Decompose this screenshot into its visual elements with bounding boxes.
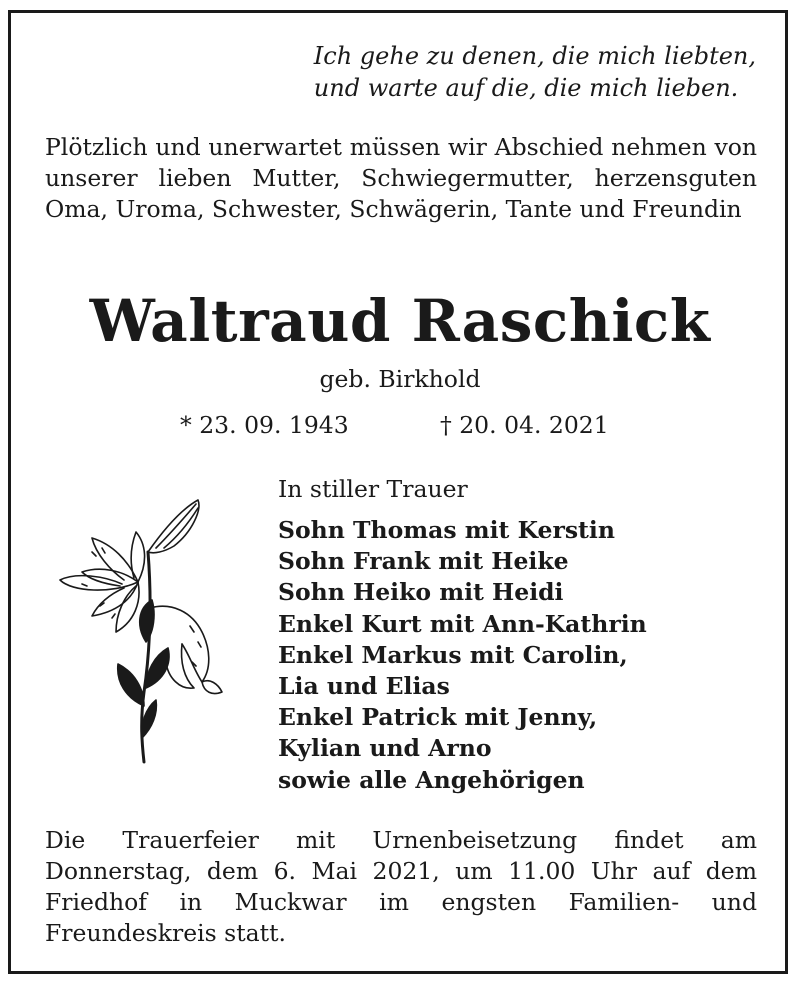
intro-text: Plötzlich und unerwartet müssen wir Abschied nehmen von unserer lieben Mutter, Schwiegermutter, herzensguten Oma, Uroma, Schwester, Schwägerin, Tante und Freundin	[45, 133, 757, 223]
mourner-item: Lia und Elias	[278, 672, 450, 701]
born-name: geb. Birkhold	[319, 365, 481, 393]
mourner-item: Sohn Frank mit Heike	[278, 547, 569, 576]
mourner-item: Enkel Kurt mit Ann-Kathrin	[278, 609, 647, 638]
mourning-label: In stiller Trauer	[278, 475, 468, 503]
lily-icon	[52, 492, 228, 764]
mourner-item: Sohn Heiko mit Heidi	[278, 578, 564, 607]
motto-line-1: Ich gehe zu denen, die mich liebten,	[313, 42, 756, 70]
funeral-details: Die Trauerfeier mit Urnenbeisetzung findet am Donnerstag, dem 6. Mai 2021, um 11.00 Uhr auf dem Friedhof in Muckwar im engsten Familien- und Freundeskreis statt.	[45, 826, 757, 947]
mourners-list	[278, 515, 647, 796]
mourner-item: sowie alle Angehörigen	[278, 765, 585, 794]
death-date: † 20. 04. 2021	[440, 411, 609, 439]
mourner-item: Enkel Patrick mit Jenny,	[278, 703, 598, 732]
motto-quote	[314, 40, 756, 104]
birth-date: * 23. 09. 1943	[180, 411, 349, 439]
motto-line-2: und warte auf die, die mich lieben.	[313, 74, 739, 102]
mourner-item: Enkel Markus mit Carolin,	[278, 640, 628, 669]
mourner-item: Kylian und Arno	[278, 734, 492, 763]
mourner-item: Sohn Thomas mit Kerstin	[278, 516, 615, 544]
deceased-name: Waltraud Raschick	[89, 287, 711, 355]
